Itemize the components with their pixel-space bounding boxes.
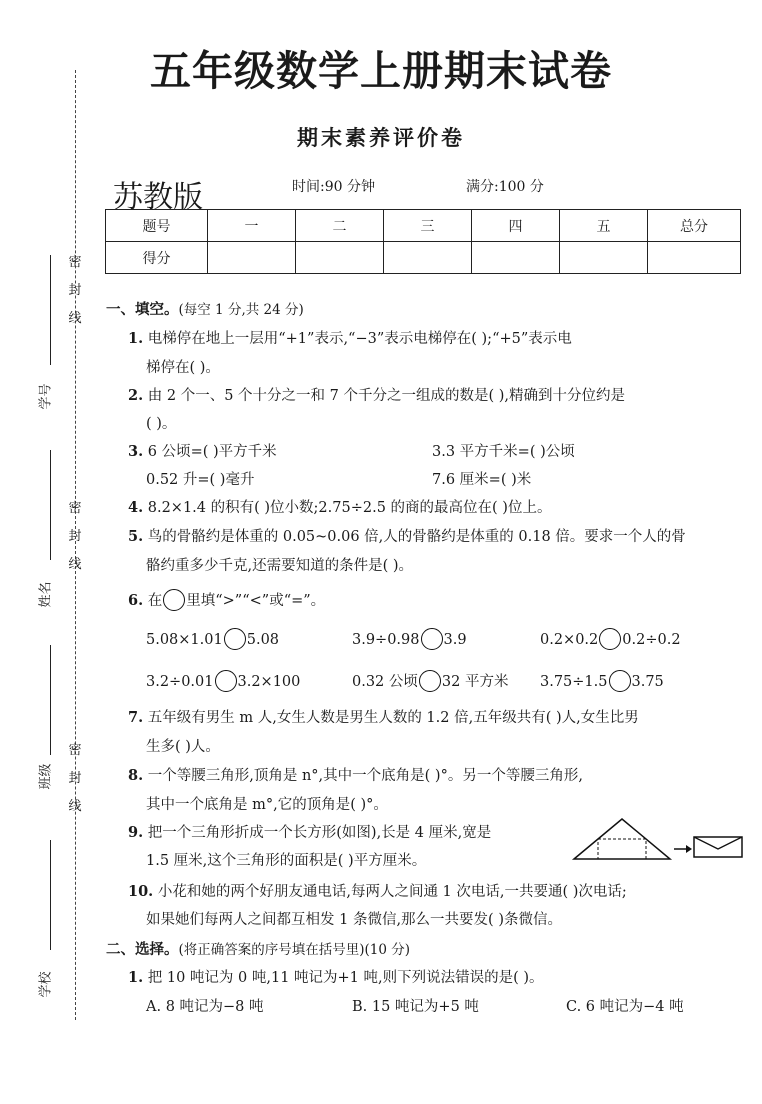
section-heading: 一、填空。(每空 1 分,共 24 分) xyxy=(106,301,304,318)
compare-circle-input[interactable] xyxy=(609,670,631,692)
choice-option-a[interactable]: A. 8 吨记为−8 吨 xyxy=(146,999,264,1015)
compare-circle-input[interactable] xyxy=(224,628,246,650)
score-table-score-row xyxy=(106,242,741,274)
name-line[interactable] xyxy=(50,450,51,560)
score-input-cell[interactable] xyxy=(648,242,741,274)
score-input-cell[interactable] xyxy=(560,242,648,274)
arrow-head-icon xyxy=(686,845,692,853)
question-3-part: 3.3 平方千米=( )公顷 xyxy=(432,444,575,460)
question-1-cont: 梯停在( )。 xyxy=(146,360,220,376)
compare-item: 0.2×0.2 0.2÷0.2 xyxy=(540,628,681,650)
student-id-line[interactable] xyxy=(50,255,51,365)
exam-title: 五年级数学上册期末试卷 xyxy=(150,47,612,95)
score-table-cell: 四 xyxy=(472,210,560,242)
question-5-cont: 骼约重多少千克,还需要知道的条件是( )。 xyxy=(146,558,414,574)
question-10: 10. 小花和她的两个好朋友通电话,每两人之间通 1 次电话,一共要通( )次电话; xyxy=(128,883,627,900)
compare-circle-input[interactable] xyxy=(419,670,441,692)
question-7: 7. 五年级有男生 m 人,女生人数是男生人数的 1.2 倍,五年级共有( )人,女生比男 xyxy=(128,709,639,726)
question-9-cont: 1.5 厘米,这个三角形的面积是( )平方厘米。 xyxy=(146,853,427,869)
question-5: 5. 鸟的骨骼约是体重的 0.05~0.06 倍,人的骨骼约是体重的 0.18 倍。要求一个人的骨 xyxy=(128,528,686,545)
question-3: 3. 6 公顷=( )平方千米 xyxy=(128,443,277,460)
score-table-cell: 二 xyxy=(296,210,384,242)
triangle-shape xyxy=(574,819,670,859)
seal-marks: 密 封 线 xyxy=(68,255,82,326)
compare-circle-input[interactable] xyxy=(599,628,621,650)
fold-lines xyxy=(694,837,742,849)
compare-item: 3.9÷0.98 3.9 xyxy=(352,628,467,650)
score-input-cell[interactable] xyxy=(384,242,472,274)
compare-item: 3.75÷1.5 3.75 xyxy=(540,670,664,692)
question-10-cont: 如果她们每两人之间都互相发 1 条微信,那么一共要发( )条微信。 xyxy=(146,912,562,928)
question-9: 9. 把一个三角形折成一个长方形(如图),长是 4 厘米,宽是 xyxy=(128,824,492,841)
exam-full-score: 满分:100 分 xyxy=(466,179,544,195)
compare-item: 0.32 公顷 32 平方米 xyxy=(352,670,508,692)
choice-question-1: 1. 把 10 吨记为 0 吨,11 吨记为+1 吨,则下列说法错误的是( )。 xyxy=(128,969,544,986)
exam-subtitle: 期末素养评价卷 xyxy=(297,126,465,150)
question-2: 2. 由 2 个一、5 个十分之一和 7 个千分之一组成的数是( ),精确到十分位约是 xyxy=(128,387,626,404)
compare-item: 3.2÷0.01 3.2×100 xyxy=(146,670,300,692)
score-input-cell[interactable] xyxy=(208,242,296,274)
score-table-cell: 题号 xyxy=(106,210,208,242)
question-7-cont: 生多( )人。 xyxy=(146,739,220,755)
score-table-header-row xyxy=(106,210,741,242)
school-label: 学校 xyxy=(38,971,54,998)
edition-label: 苏教版 xyxy=(113,180,203,215)
compare-circle-input[interactable] xyxy=(215,670,237,692)
score-input-cell[interactable] xyxy=(296,242,384,274)
question-8-cont: 其中一个底角是 m°,它的顶角是( )°。 xyxy=(146,797,388,813)
class-line[interactable] xyxy=(50,645,51,755)
section-heading: 二、选择。(将正确答案的序号填在括号里)(10 分) xyxy=(106,941,411,958)
score-table-cell: 五 xyxy=(560,210,648,242)
question-3-part: 0.52 升=( )毫升 xyxy=(146,472,255,488)
seal-marks: 密 封 线 xyxy=(68,501,82,572)
question-1: 1. 电梯停在地上一层用“+1”表示,“−3”表示电梯停在( );“+5”表示电 xyxy=(128,330,572,347)
seal-marks: 密 封 线 xyxy=(68,743,82,814)
question-8: 8. 一个等腰三角形,顶角是 n°,其中一个底角是( )°。另一个等腰三角形, xyxy=(128,767,583,784)
choice-option-b[interactable]: B. 15 吨记为+5 吨 xyxy=(352,999,479,1015)
fold-rectangle-outline xyxy=(598,839,646,859)
score-table-cell: 一 xyxy=(208,210,296,242)
triangle-fold-diagram xyxy=(570,815,745,863)
school-line[interactable] xyxy=(50,840,51,950)
score-input-cell[interactable] xyxy=(472,242,560,274)
choice-option-c[interactable]: C. 6 吨记为−4 吨 xyxy=(566,999,684,1015)
compare-circle-input[interactable] xyxy=(421,628,443,650)
student-id-label: 学号 xyxy=(38,383,54,410)
score-table-cell: 得分 xyxy=(106,242,208,274)
question-2-cont: ( )。 xyxy=(146,416,177,432)
question-6: 6. 在 里填“>”“<”或“=”。 xyxy=(128,589,325,611)
class-label: 班级 xyxy=(38,763,54,790)
question-4: 4. 8.2×1.4 的积有( )位小数;2.75÷2.5 的商的最高位在( )位上。 xyxy=(128,499,552,516)
score-table-cell: 三 xyxy=(384,210,472,242)
score-table-cell: 总分 xyxy=(648,210,741,242)
question-3-part: 7.6 厘米=( )米 xyxy=(432,472,532,488)
compare-item: 5.08×1.01 5.08 xyxy=(146,628,279,650)
exam-time: 时间:90 分钟 xyxy=(292,179,375,195)
score-table xyxy=(105,209,741,274)
compare-circle xyxy=(163,589,185,611)
name-label: 姓名 xyxy=(38,581,54,608)
